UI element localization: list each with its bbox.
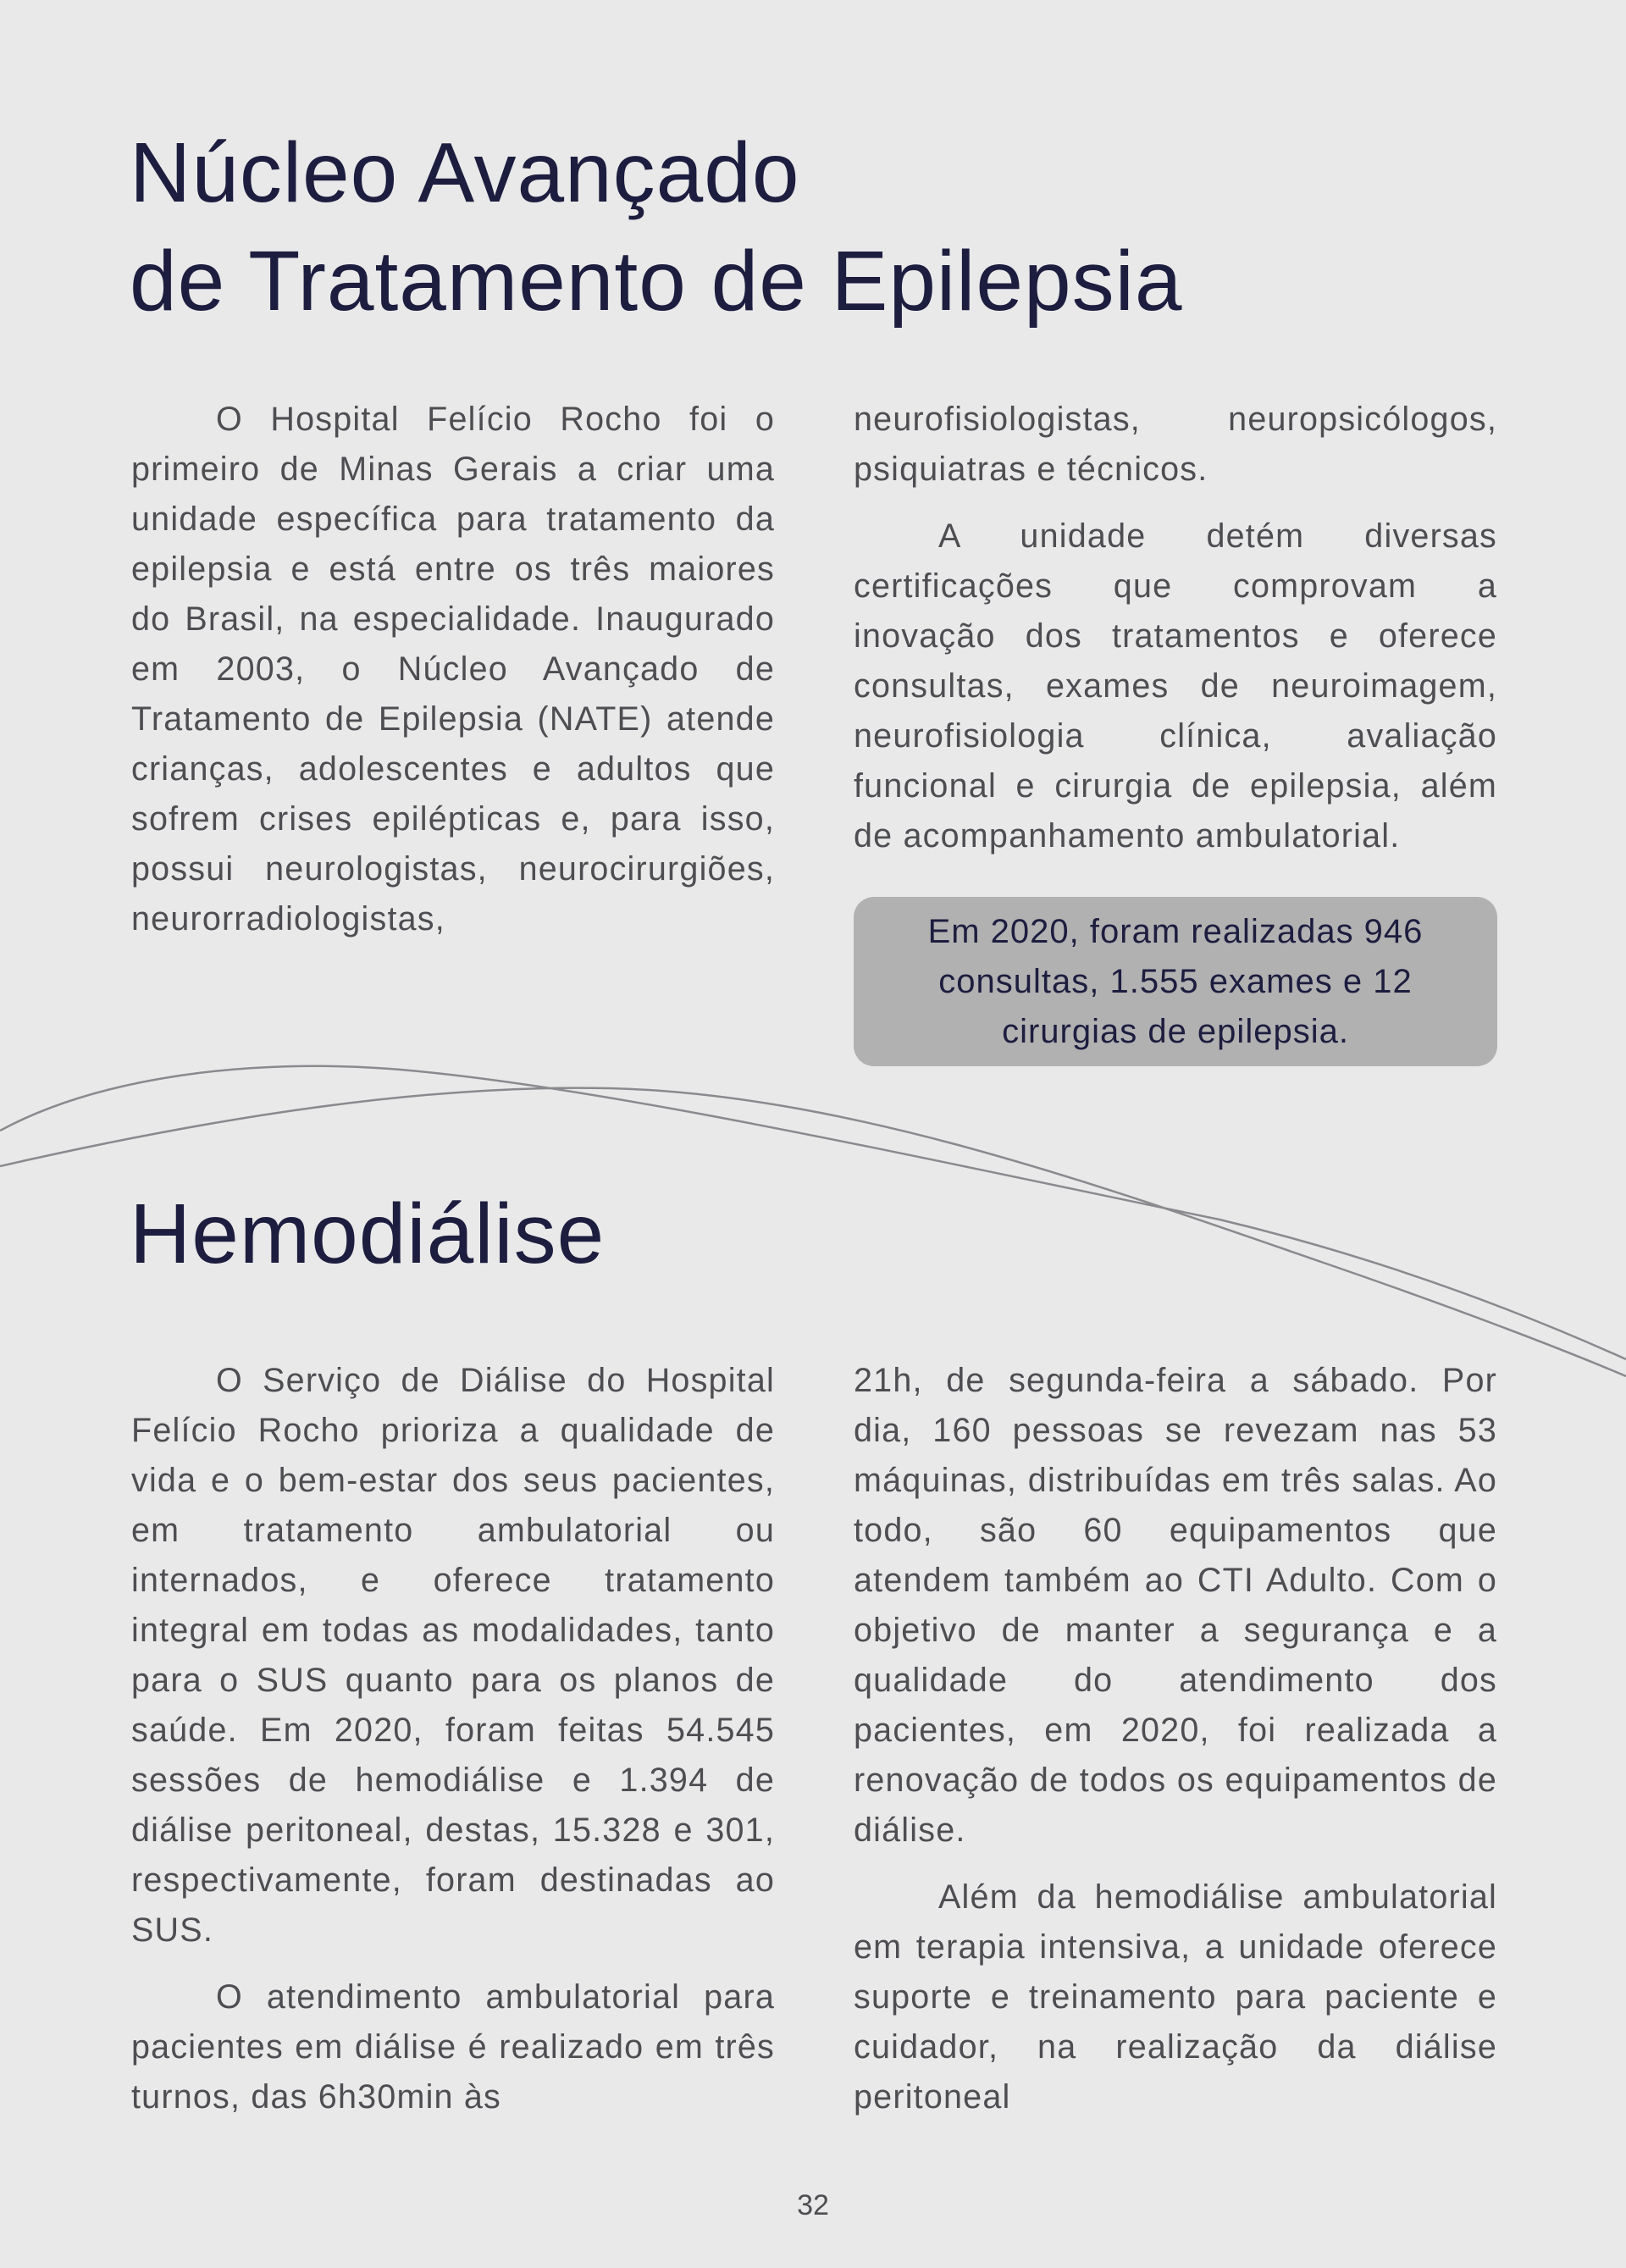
hemodialysis-paragraph-2-continued: 21h, de segunda-feira a sábado. Por dia, 160 pessoas se revezam nas 53 máquinas, distribuídas em três salas. Ao todo, são 60 equipamentos que atendem também ao CTI Adulto. Com o objetivo de manter a segurança e a qualidade do atendimento dos pacientes, em 2020, foi realizada a renovação de todos os equipamentos de diálise.: [854, 1362, 1497, 1849]
section-title-hemodialysis: Hemodiálise: [130, 1187, 606, 1281]
hemodialysis-left-column: [131, 1356, 775, 2139]
title-line-1: Núcleo Avançado: [130, 125, 800, 220]
epilepsy-paragraph-2: A unidade detém diversas certificações que comprovam a inovação dos tratamentos e oferece consultas, exames de neuroimagem, neurofisiologia clínica, avaliação funcional e cirurgia de epilepsia, além de acompanhamento ambulatorial.: [854, 517, 1497, 855]
hemodialysis-paragraph-3: Além da hemodiálise ambulatorial em terapia intensiva, a unidade oferece suporte e treinamento para paciente e cuidador, na realização da diálise peritoneal: [854, 1878, 1497, 2116]
epilepsy-left-column: [131, 395, 775, 961]
epilepsy-paragraph-1: O Hospital Felício Rocho foi o primeiro de Minas Gerais a criar uma unidade específica para tratamento da epilepsia e está entre os três maiores do Brasil, na especialidade. Inaugurado em 2003, o Núcleo Avançado de Tratamento de Epilepsia (NATE) atende crianças, adolescentes e adultos que sofrem crises epilépticas e, para isso, possui neurologistas, neurocirurgiões, neurorradiologistas,: [131, 401, 775, 938]
epilepsy-paragraph-1-continued: neurofisiologistas, neuropsicólogos, psiquiatras e técnicos.: [854, 401, 1497, 488]
title-line-2: de Tratamento de Epilepsia: [130, 234, 1183, 329]
highlight-text: Em 2020, foram realizadas 946 consultas, 1.555 exames e 12 cirurgias de epilepsia.: [927, 912, 1424, 1050]
epilepsy-right-column: [854, 395, 1497, 878]
page-number: 32: [797, 2189, 829, 2221]
hemodialysis-right-column: [854, 1356, 1497, 2139]
hemodialysis-paragraph-2: O atendimento ambulatorial para pacientes em diálise é realizado em três turnos, das 6h30min às: [131, 1978, 775, 2116]
hemodialysis-paragraph-1: O Serviço de Diálise do Hospital Felício Rocho prioriza a qualidade de vida e o bem-estar dos seus pacientes, em tratamento ambulatorial ou internados, e oferece tratamento integral em todas as modalidades, tanto para o SUS quanto para os planos de saúde. Em 2020, foram feitas 54.545 sessões de hemodiálise e 1.394 de diálise peritoneal, destas, 15.328 e 301, respectivamente, foram destinadas ao SUS.: [131, 1362, 775, 1949]
highlight-box: [854, 897, 1497, 1066]
section-title-epilepsy: [130, 119, 1182, 335]
